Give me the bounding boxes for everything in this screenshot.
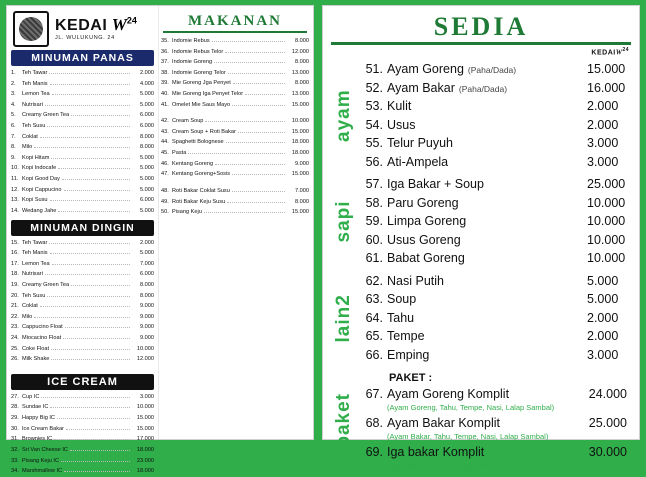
list-item: 30. Ice Cream Bakar 15.000: [11, 425, 155, 432]
right-column-makanan: [158, 6, 313, 439]
menu-row: 62. Nasi Putih 5.000: [365, 273, 619, 288]
group-paket: [329, 368, 633, 473]
list-item: 33. Pisang Keju IC 23.000: [11, 457, 155, 464]
paket-description: (Ayam Goreng, Tahu, Tempe, Nasi, Lalap Sambal): [387, 403, 555, 413]
menu-row: 56. Ati-Ampela 3.000: [365, 154, 619, 169]
list-item: 12. Kopi Cappucino 5.000: [11, 186, 155, 193]
list-item: 36. Indomie Rebus Telor 12.000: [161, 48, 309, 55]
list-item: 48. Roti Bakar Coklat Susu 7.000: [161, 187, 309, 194]
group-ayam: [329, 60, 633, 171]
list-item: 5. Creamy Green Tea 6.000: [11, 112, 155, 119]
list-item: 31. Brownies IC 17.000: [11, 436, 155, 443]
section-header-minuman-dingin: MINUMAN DINGIN: [11, 220, 154, 236]
list-item: 29. Happy Big IC 15.000: [11, 415, 155, 422]
list-item: 45. Pasta 18.000: [161, 150, 309, 157]
list-item: 24. Miocacino Float 9.000: [11, 335, 155, 342]
menu-row: 66. Emping 3.000: [365, 347, 619, 362]
brand-mark: W: [111, 15, 127, 35]
menu-row: 54. Usus 2.000: [365, 117, 619, 132]
brand-address: JL. WULUKUNG. 24: [55, 35, 115, 42]
list-item: 10. Kopi Indocafe 5.000: [11, 165, 155, 172]
list-item: 11. Kopi Good Day 5.000: [11, 176, 155, 183]
list-item: 3. Lemon Tea 5.000: [11, 91, 155, 98]
brand-logo: [13, 12, 154, 46]
left-column: [7, 6, 158, 475]
group-label-ayam: ayam: [333, 89, 354, 143]
list-item: 19. Creamy Green Tea 8.000: [11, 281, 155, 288]
list-makanan-1: [161, 36, 309, 110]
paket-title: PAKET :: [389, 372, 433, 385]
menu-row: 67. Ayam Goreng Komplit 24.000: [365, 387, 627, 402]
list-item: 13. Kopi Susu 6.000: [11, 197, 155, 204]
list-item: 27. Cup IC 3.000: [11, 393, 155, 400]
list-item: 15. Teh Tawar 2.000: [11, 239, 155, 246]
list-item: 46. Kentang Goreng 9.000: [161, 160, 309, 167]
list-item: 21. Coklat 9.000: [11, 303, 155, 310]
list-item: 22. Milo 9.000: [11, 313, 155, 320]
list-item: 40. Mie Goreng Iga Penyet Telor 13.000: [161, 91, 309, 98]
menu-row: 69. Iga bakar Komplit 30.000: [365, 445, 627, 460]
list-item: 32. Sri Van Cheese IC 18.000: [11, 446, 155, 453]
list-item: 35. Indomie Rebus 8.000: [161, 38, 309, 44]
list-item: 43. Cream Soup + Roti Bakar 15.000: [161, 128, 309, 135]
list-makanan-2: [161, 116, 309, 180]
menu-row: 51. Ayam Goreng (Paha/Dada) 15.000: [365, 62, 626, 77]
group-sapi: [329, 175, 633, 268]
group-lain2: [329, 272, 633, 365]
group-label-paket: paket: [333, 393, 354, 448]
menu-row: 61. Babat Goreng 10.000: [365, 251, 626, 266]
paket-description: (Iga Bakar, Soup, Emping, Nasi): [387, 460, 495, 470]
list-item: 47. Kentang Goreng+Sosis 15.000: [161, 171, 309, 178]
left-menu-panel: [6, 5, 314, 475]
group-label-sapi: sapi: [333, 200, 354, 243]
list-item: 39. Mie Goreng Jga Penyet 8.000: [161, 80, 309, 87]
list-item: 6. Teh Susu 6.000: [11, 123, 155, 130]
list-makanan-3: [161, 186, 309, 218]
section-header-minuman-panas: MINUMAN PANAS: [11, 50, 154, 66]
brand-mark-right: KEDAIW$^{24}$: [591, 47, 629, 57]
list-item: 38. Indomie Goreng Telor 13.000: [161, 69, 309, 76]
list-item: 41. Omelet Mie Saus Mayo 15.000: [161, 101, 309, 108]
menu-row: 52. Ayam Bakar (Paha/Dada) 16.000: [365, 80, 626, 95]
list-item: 49. Roti Bakar Keju Susu 8.000: [161, 198, 309, 205]
list-item: 44. Spaghetti Bolognese 18.000: [161, 139, 309, 146]
list-item: 7. Coklat 8.000: [11, 133, 155, 140]
logo-badge-icon: [13, 11, 49, 47]
list-item: 20. Teh Susu 8.000: [11, 292, 155, 299]
list-item: 18. Nutrisari 6.000: [11, 271, 155, 278]
menu-row: 60. Usus Goreng 10.000: [365, 232, 626, 247]
list-item: 28. Sundae IC 10.000: [11, 404, 155, 411]
list-item: 14. Wedang Jahe 5.000: [11, 207, 155, 214]
list-item: 16. Teh Manis 5.000: [11, 250, 155, 257]
list-ice-cream: [11, 392, 154, 477]
brand-text: [55, 16, 137, 42]
section-header-makanan: MAKANAN: [163, 13, 307, 33]
list-item: 4. Nutrisari 5.000: [11, 101, 155, 108]
brand-name: KEDAI: [55, 17, 108, 35]
menu-row: 57. Iga Bakar + Soup 25.000: [365, 177, 626, 192]
right-menu-panel: [322, 5, 640, 470]
menu-row: 55. Telur Puyuh 3.000: [365, 136, 619, 151]
list-item: 9. Kopi Hitam 5.000: [11, 154, 155, 161]
list-item: 37. Indomie Goreng 8.000: [161, 59, 309, 66]
list-item: 42. Cream Soup 10.000: [161, 118, 309, 125]
brand-sup: 24: [126, 15, 137, 26]
sedia-title: SEDIA: [331, 12, 631, 45]
list-item: 1. Teh Tawar 2.000: [11, 70, 155, 76]
menu-row: 63. Soup 5.000: [365, 292, 619, 307]
menu-row: 53. Kulit 2.000: [365, 99, 619, 114]
menu-row: 64. Tahu 2.000: [365, 310, 619, 325]
list-item: 8. Milo 8.000: [11, 144, 155, 151]
group-label-lain2: lain2: [333, 293, 354, 343]
list-minuman-dingin: [11, 238, 154, 365]
menu-row: 65. Tempe 2.000: [365, 329, 619, 344]
menu-row: 59. Limpa Goreng 10.000: [365, 214, 626, 229]
list-item: 17. Lemon Tea 7.000: [11, 260, 155, 267]
list-item: 34. Marshmallow IC 18.000: [11, 468, 155, 475]
list-item: 50. Pisang Keju 15.000: [161, 209, 309, 216]
menu-row: 58. Paru Goreng 10.000: [365, 195, 626, 210]
list-minuman-panas: [11, 68, 154, 217]
list-item: 26. Milk Shake 12.000: [11, 356, 155, 363]
paket-description: (Ayam Bakar, Tahu, Tempe, Nasi, Lalap Sambal): [387, 432, 549, 442]
menu-row: 68. Ayam Bakar Komplit 25.000: [365, 416, 627, 431]
section-header-ice-cream: ICE CREAM: [11, 374, 154, 390]
list-item: 2. Teh Manis 4.000: [11, 80, 155, 87]
list-item: 25. Coke Float 10.000: [11, 345, 155, 352]
list-item: 23. Cappucino Float 9.000: [11, 324, 155, 331]
